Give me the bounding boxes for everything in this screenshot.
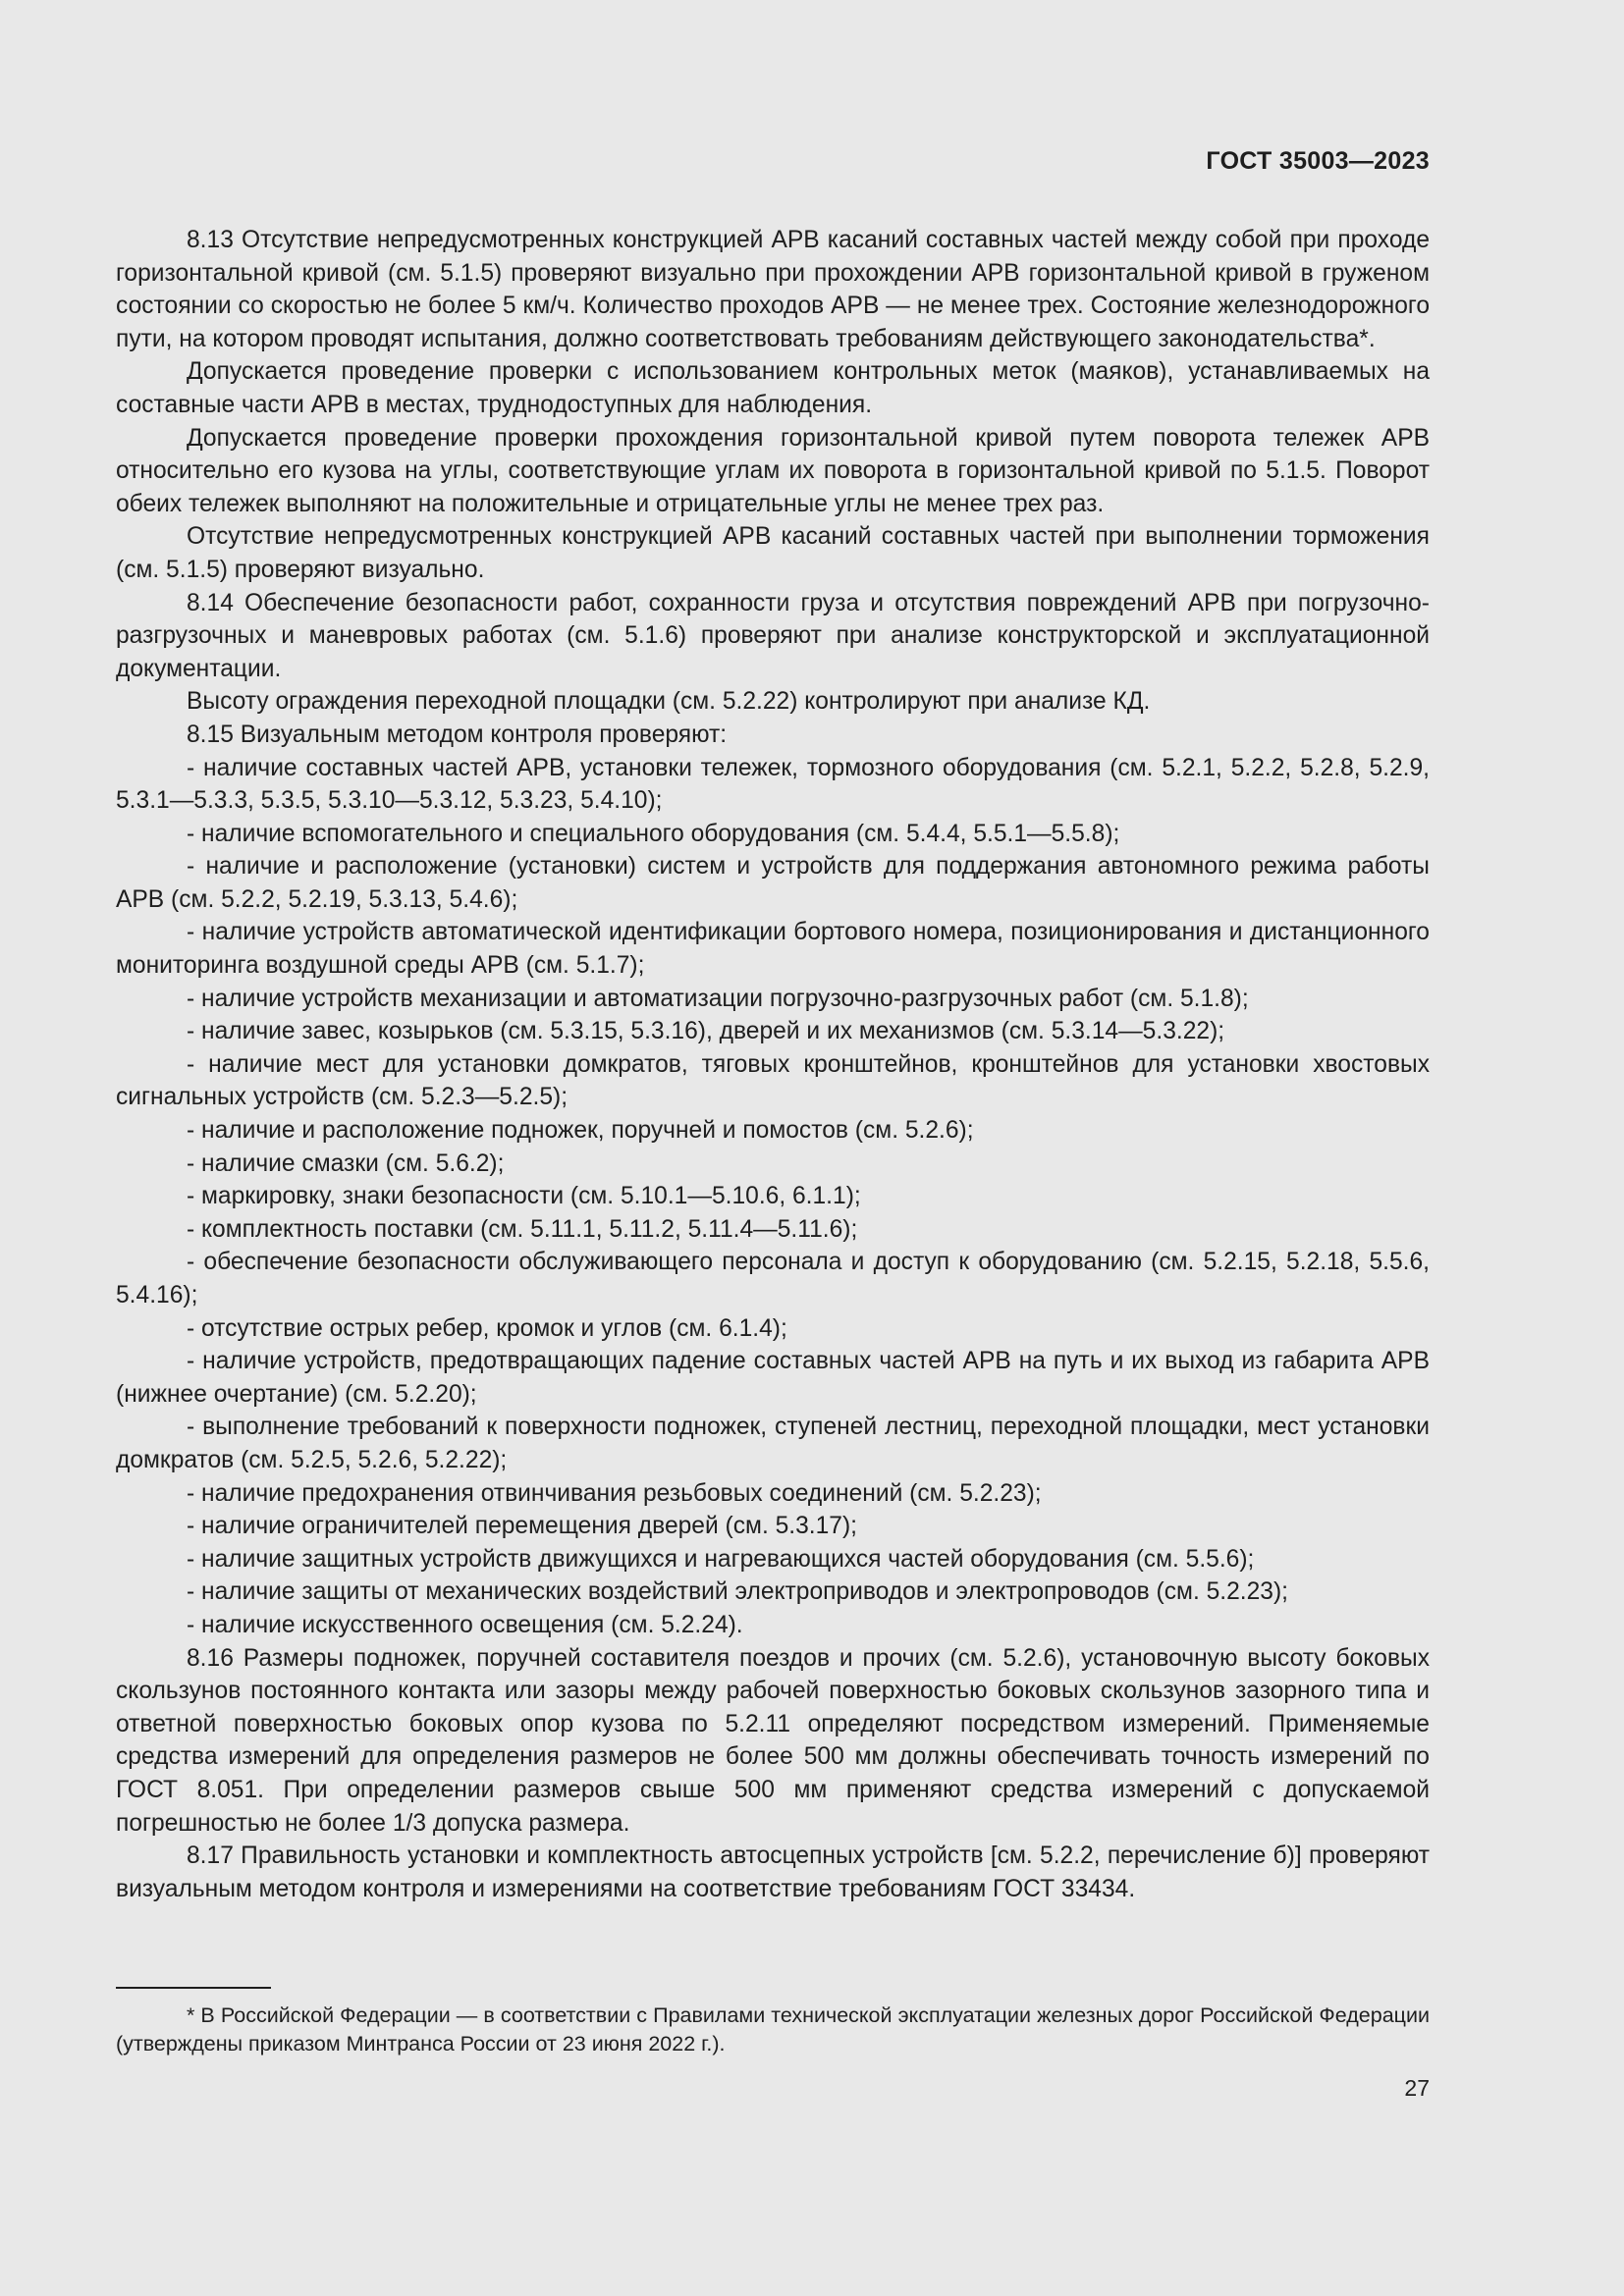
list-item: - маркировку, знаки безопасности (см. 5.10.1—5.10.6, 6.1.1); (187, 1183, 861, 1210)
paragraph: Высоту ограждения переходной площадки (см. 5.2.22) контролируют при анализе КД. (187, 688, 1151, 716)
paragraph: Допускается проведение проверки с использованием контрольных меток (маяков), устанавливаемых на составные части АРВ в местах, труднодоступных для наблюдения. (116, 358, 1430, 418)
list-item: - наличие предохранения отвинчивания резьбовых соединений (см. 5.2.23); (187, 1479, 1042, 1507)
footnote-separator (116, 1987, 271, 1989)
paragraph-8-17: 8.17 Правильность установки и комплектность автосцепных устройств [см. 5.2.2, перечисление б)] проверяют визуальным методом контроля и измерениями на соответствие требованиям ГОСТ 33434. (116, 1842, 1430, 1902)
document-header: ГОСТ 35003—2023 (1206, 147, 1430, 175)
list-item: - наличие и расположение подножек, поручней и помостов (см. 5.2.6); (187, 1117, 974, 1145)
footnote: * В Российской Федерации — в соответствии с Правилами технической эксплуатации железных дорог Российской Федерации (утверждены приказом Минтранса России от 23 июня 2022 г.). (116, 2003, 1430, 2056)
list-item: - наличие смазки (см. 5.6.2); (187, 1149, 505, 1177)
list-item: - наличие ограничителей перемещения дверей (см. 5.3.17); (187, 1513, 858, 1540)
list-item: - наличие и расположение (установки) систем и устройств для поддержания автономного режима работы АРВ (см. 5.2.2, 5.2.19, 5.3.13, 5.4.6); (116, 853, 1430, 913)
list-item: - отсутствие острых ребер, кромок и углов (см. 6.1.4); (187, 1314, 787, 1342)
list-item: - наличие составных частей АРВ, установки тележек, тормозного оборудования (см. 5.2.1, 5.2.2, 5.2.8, 5.2.9, 5.3.1—5.3.3, 5.3.5, 5.3.10—5.3.12, 5.3.23, 5.4.10); (116, 754, 1430, 815)
list-item: - обеспечение безопасности обслуживающего персонала и доступ к оборудованию (см. 5.2.15, 5.2.18, 5.5.6, 5.4.16); (116, 1249, 1430, 1308)
list-item: - наличие устройств автоматической идентификации бортового номера, позиционирования и дистанционного мониторинга воздушной среды АРВ (см. 5.1.7); (116, 919, 1430, 980)
document-body (116, 224, 1430, 1905)
list-item: - наличие защиты от механических воздействий электроприводов и электропроводов (см. 5.2.23); (187, 1578, 1289, 1606)
list-item: - наличие искусственного освещения (см. 5.2.24). (187, 1611, 743, 1638)
paragraph-8-13: 8.13 Отсутствие непредусмотренных конструкцией АРВ касаний составных частей между собой при проходе горизонтальной кривой (см. 5.1.5) проверяют визуально при прохождении АРВ горизонтальной кривой в груженом состоянии со скоростью не более 5 км/ч. Количество проходов АРВ — не менее трех. Состояние железнодорожного пути, на котором проводят испытания, должно соответствовать требованиям действующего законодательства*. (116, 227, 1430, 352)
list-item: - наличие завес, козырьков (см. 5.3.15, 5.3.16), дверей и их механизмов (см. 5.3.14—5.3.22); (187, 1018, 1225, 1045)
paragraph-8-14: 8.14 Обеспечение безопасности работ, сохранности груза и отсутствия повреждений АРВ при погрузочно-разгрузочных и маневровых работах (см. 5.1.6) проверяют при анализе конструкторской и эксплуатационной документации. (116, 589, 1430, 682)
paragraph-8-15: 8.15 Визуальным методом контроля проверяют: (187, 721, 728, 748)
paragraph-8-16: 8.16 Размеры подножек, поручней составителя поездов и прочих (см. 5.2.6), установочную высоту боковых скользунов постоянного контакта или зазоры между рабочей поверхностью боковых скользунов зазорного типа и ответной поверхностью боковых опор кузова по 5.2.11 определяют посредством измерений. Применяемые средства измерений для определения размеров не более 500 мм должны обеспечивать точность измерений по ГОСТ 8.051. При определении размеров свыше 500 мм применяют средства измерений с допускаемой погрешностью не более 1/3 допуска размера. (116, 1644, 1430, 1837)
paragraph: Отсутствие непредусмотренных конструкцией АРВ касаний составных частей при выполнении торможения (см. 5.1.5) проверяют визуально. (116, 523, 1430, 583)
page-number: 27 (1404, 2075, 1430, 2101)
paragraph: Допускается проведение проверки прохождения горизонтальной кривой путем поворота тележек АРВ относительно его кузова на углы, соответствующие углам их поворота в горизонтальной кривой по 5.1.5. Поворот обеих тележек выполняют на положительные и отрицательные углы не менее трех раз. (116, 424, 1430, 517)
list-item: - наличие защитных устройств движущихся и нагревающихся частей оборудования (см. 5.5.6); (187, 1545, 1255, 1573)
list-item: - наличие устройств механизации и автоматизации погрузочно-разгрузочных работ (см. 5.1.8); (187, 985, 1249, 1012)
list-item: - наличие вспомогательного и специального оборудования (см. 5.4.4, 5.5.1—5.5.8); (187, 820, 1120, 847)
list-item: - выполнение требований к поверхности подножек, ступеней лестниц, переходной площадки, мест установки домкратов (см. 5.2.5, 5.2.6, 5.2.22); (116, 1414, 1430, 1473)
list-item: - наличие мест для установки домкратов, тяговых кронштейнов, кронштейнов для установки хвостовых сигнальных устройств (см. 5.2.3—5.2.5); (116, 1050, 1430, 1111)
list-item: - комплектность поставки (см. 5.11.1, 5.11.2, 5.11.4—5.11.6); (187, 1215, 858, 1243)
list-item: - наличие устройств, предотвращающих падение составных частей АРВ на путь и их выход из габарита АРВ (нижнее очертание) (см. 5.2.20); (116, 1348, 1430, 1408)
